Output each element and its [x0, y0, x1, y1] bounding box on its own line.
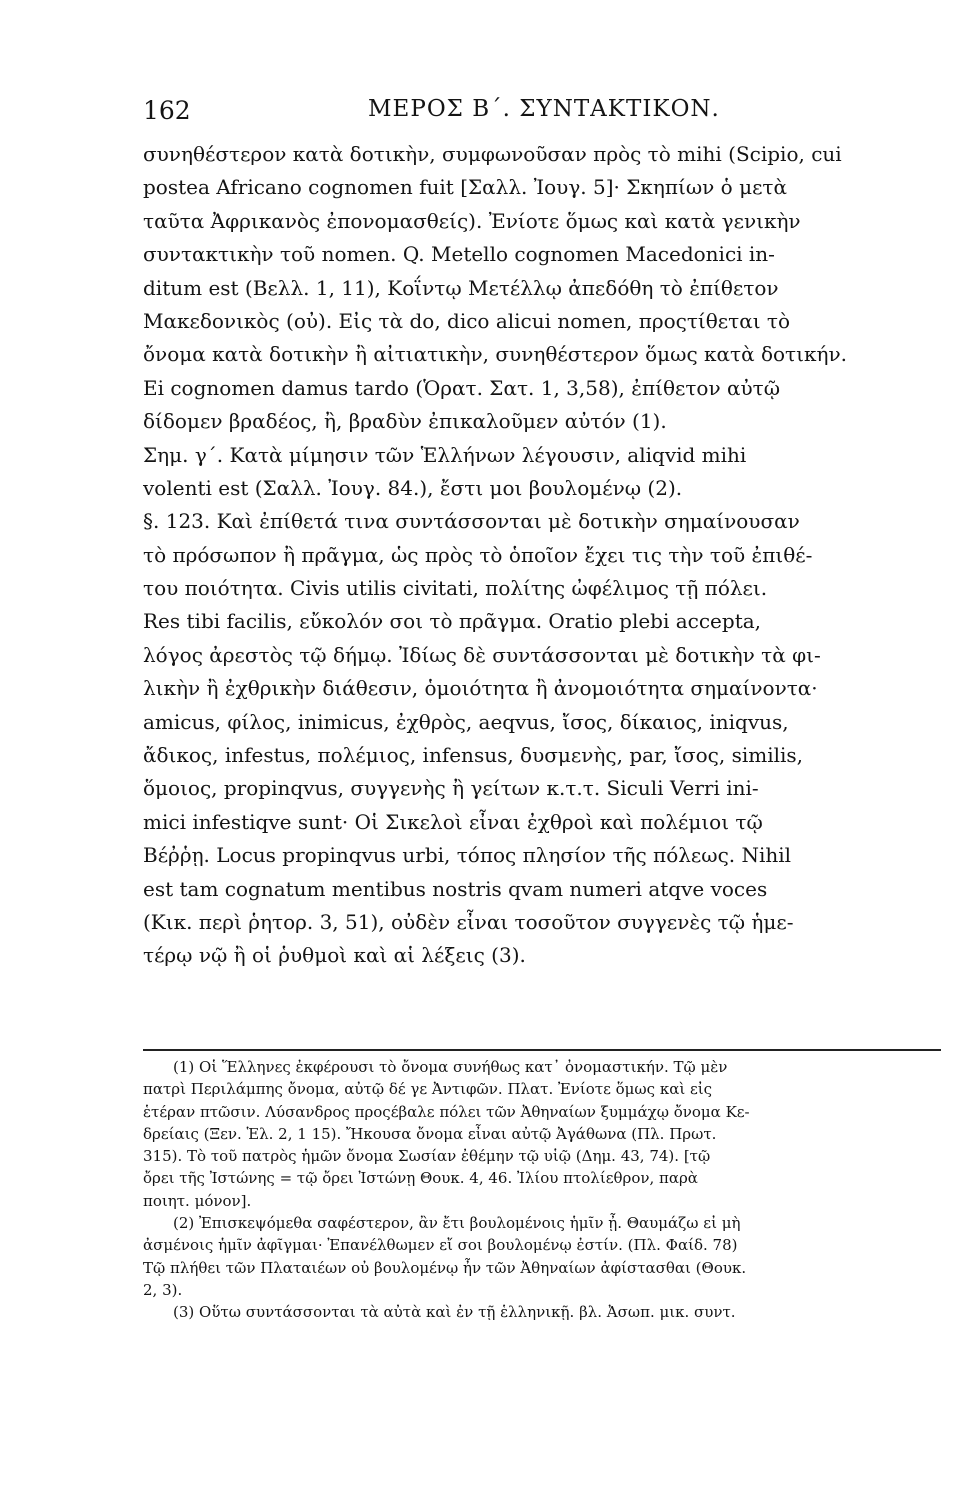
text-line: Res tibi facilis, εὔκολόν σοι τὸ πρᾶγμα. Oratio plebi accepta, — [143, 609, 762, 634]
text-line: amicus, φίλος, inimicus, ἐχθρὸς, aeqvus, ἴσος, δίκαιος, iniqvus, — [143, 709, 789, 734]
footnote-line: (1) Οἱ Ἕλληνες ἐκφέρουσι τὸ ὄνομα συνήθως κατ᾽ ὀνομαστικήν. Τῷ μὲν — [173, 1058, 728, 1076]
footnote-line: (3) Οὕτω συντάσσονται τὰ αὐτὰ καὶ ἐν τῇ ἑλληνικῇ. βλ. Ἀσωπ. μικ. συντ. — [173, 1303, 736, 1322]
main-text — [143, 138, 943, 973]
footnote-line: (2) Ἐπισκεψόμεθα σαφέστερον, ἂν ἔτι βουλομένοις ἡμῖν ᾖ. Θαυμάζω εἰ μὴ — [173, 1214, 741, 1233]
text-line: λόγος ἀρεστὸς τῷ δήμῳ. Ἰδίως δὲ συντάσσονται μὲ δοτικὴν τὰ φι- — [143, 642, 821, 667]
text-line: του ποιότητα. Civis utilis civitati, πολίτης ὠφέλιμος τῇ πόλει. — [143, 576, 768, 601]
footnote-line: ὄρει τῆς Ἰστώνης = τῷ ὄρει Ἰστώνῃ Θουκ. 4, 46. Ἰλίου πτολίεθρον, παρὰ — [143, 1169, 698, 1188]
text-line: Βέῤῥῃ. Locus propinqvus urbi, τόπος πλησίον τῆς πόλεως. Nihil — [143, 843, 792, 868]
text-line: λικὴν ἢ ἐχθρικὴν διάθεσιν, ὁμοιότητα ἢ ἀνομοιότητα σημαίνοντα· — [143, 676, 818, 701]
text-line: mici infestiqve sunt· Οἱ Σικελοὶ εἶναι ἐχθροὶ καὶ πολέμιοι τῷ — [143, 809, 763, 834]
text-line: Ei cognomen damus tardo (Ὁρατ. Σατ. 1, 3,58), ἐπίθετον αὐτῷ — [143, 375, 781, 400]
running-head: ΜΕΡΟΣ Β΄. ΣΥΝΤΑΚΤΙΚΟΝ. — [368, 96, 720, 122]
footnote-line: ἀσμένοις ἡμῖν ἀφῖγμαι· Ἐπανέλθωμεν εἴ σοι βουλομένῳ ἐστίν. (Πλ. Φαίδ. 78) — [143, 1236, 738, 1255]
footnote-line: ποιητ. μόνον]. — [143, 1191, 252, 1210]
text-line: ditum est (Βελλ. 1, 11), Κοΐντῳ Μετέλλῳ ἀπεδόθη τὸ ἐπίθετον — [143, 275, 779, 300]
text-line: δίδομεν βραδέος, ἢ, βραδὺν ἐπικαλοῦμεν αὐτόν (1). — [143, 409, 667, 434]
text-line: §. 123. Καὶ ἐπίθετά τινα συντάσσονται μὲ δοτικὴν σημαίνουσαν — [143, 509, 800, 534]
footnote-line: πατρὶ Περιλάμπης ὄνομα, αὐτῷ δέ γε Ἀντιφῶν. Πλατ. Ἐνίοτε ὅμως καὶ εἰς — [143, 1080, 713, 1099]
footnote-line: Τῷ πλήθει τῶν Πλαταιέων οὐ βουλομένῳ ἦν τῶν Ἀθηναίων ἀφίστασθαι (Θουκ. — [143, 1258, 747, 1277]
text-line: ἄδικος, infestus, πολέμιος, infensus, δυσμενὴς, par, ἴσος, similis, — [143, 743, 804, 768]
footnote-rule — [143, 1049, 941, 1051]
footnote-line: 315). Τὸ τοῦ πατρὸς ἡμῶν ὄνομα Σωσίαν ἐθέμην τῷ υἱῷ (Δημ. 43, 74). [τῷ — [143, 1147, 711, 1166]
text-line: postea Africano cognomen fuit [Σαλλ. Ἰουγ. 5]· Σκηπίων ὁ μετὰ — [143, 175, 788, 200]
text-line: (Κικ. περὶ ῥητορ. 3, 51), οὐδὲν εἶναι τοσοῦτον συγγενὲς τῷ ἡμε- — [143, 909, 794, 934]
page-number: 162 — [143, 96, 191, 125]
text-line: τὸ πρόσωπον ἢ πρᾶγμα, ὡς πρὸς τὸ ὁποῖον ἔχει τις τὴν τοῦ ἐπιθέ- — [143, 542, 813, 567]
footnote-line: ἑτέραν πτῶσιν. Λύσανδρος προςέβαλε πόλει τῶν Ἀθηναίων ξυμμάχῳ ὄνομα Κε- — [143, 1102, 750, 1121]
text-line: est tam cognatum mentibus nostris qvam numeri atqve voces — [143, 876, 768, 901]
text-line: volenti est (Σαλλ. Ἰουγ. 84.), ἔστι μοι βουλομένῳ (2). — [143, 475, 683, 500]
text-line: ὄνομα κατὰ δοτικὴν ἢ αἰτιατικὴν, συνηθέστερον ὅμως κατὰ δοτικήν. — [143, 342, 847, 367]
footnote-line: δρείαις (Ξεν. Ἑλ. 2, 1 15). Ἤκουσα ὄνομα εἶναι αὐτῷ Ἀγάθωνα (Πλ. Πρωτ. — [143, 1124, 717, 1143]
text-line: Μακεδονικὸς (οὐ). Εἰς τὰ do, dico alicui nomen, προςτίθεται τὸ — [143, 308, 791, 333]
text-line: τέρῳ νῷ ἢ οἱ ῥυθμοὶ καὶ αἱ λέξεις (3). — [143, 943, 526, 968]
page-header — [143, 96, 943, 136]
text-line: ταῦτα Ἀφρικανὸς ἐπονομασθείς). Ἐνίοτε ὅμως καὶ κατὰ γενικὴν — [143, 208, 801, 233]
footnotes — [143, 1056, 943, 1324]
text-line: Σημ. γ΄. Κατὰ μίμησιν τῶν Ἑλλήνων λέγουσιν, aliqvid mihi — [143, 442, 747, 467]
footnote-line: 2, 3). — [143, 1280, 183, 1299]
text-line: ὅμοιος, propinqvus, συγγενὴς ἢ γείτων κ.τ.τ. Siculi Verri ini- — [143, 776, 759, 801]
text-line: συνηθέστερον κατὰ δοτικὴν, συμφωνοῦσαν πρὸς τὸ mihi (Scipio, cui — [143, 142, 842, 166]
text-line: συντακτικὴν τοῦ nomen. Q. Metello cognomen Macedonici in- — [143, 242, 775, 267]
